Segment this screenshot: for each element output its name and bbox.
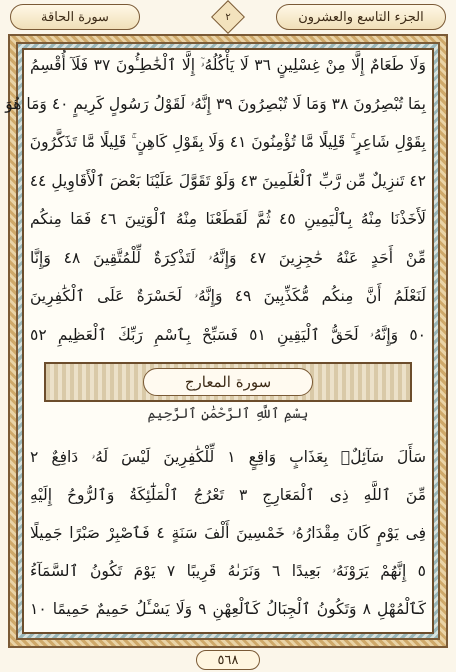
verse-line-1: وَلَا طَعَامٌ إِلَّا مِنْ غِسْلِينٍ ٣٦ لَا يَأْكُلُهُۥٓ إِلَّا ٱلْخَٰطِـُٔونَ ٣٧ فَلَآ أُقْسِمُ <box>30 56 426 74</box>
verse-line-8: ٥٠ وَإِنَّهُۥ لَحَقُّ ٱلْيَقِينِ ٥١ فَسَبِّحْ بِٱسْمِ رَبِّكَ ٱلْعَظِيمِ ٥٢ <box>30 326 427 344</box>
header-marker-text: ٢ <box>225 11 231 23</box>
verse-line-5: لَأَخَذْنَا مِنْهُ بِٱلْيَمِينِ ٤٥ ثُمَّ لَقَطَعْنَا مِنْهُ ٱلْوَتِينَ ٤٦ فَمَا مِنكُم <box>30 210 426 228</box>
basmala: بِسْمِ ٱللَّهِ ٱلرَّحْمَٰنِ ٱلرَّحِيمِ <box>147 406 309 422</box>
juz-header: الجزء التاسع والعشرون <box>276 4 446 30</box>
verse-line-3: بِقَوْلِ شَاعِرٍ ۚ قَلِيلًا مَّا تُؤْمِنُونَ ٤١ وَلَا بِقَوْلِ كَاهِنٍ ۚ قَلِيلًا مَّا تَذَكَّرُونَ <box>29 133 426 151</box>
verse-line-13: كَٱلْمُهْلِ ٨ وَتَكُونُ ٱلْجِبَالُ كَٱلْعِهْنِ ٩ وَلَا يَسْـَٔلُ حَمِيمٌ حَمِيمًا ١٠ <box>30 600 426 618</box>
surah-header: سورة الحاقة <box>10 4 140 30</box>
verse-line-4: ٤٢ تَنزِيلٌ مِّن رَّبِّ ٱلْعَٰلَمِينَ ٤٣ وَلَوْ تَقَوَّلَ عَلَيْنَا بَعْضَ ٱلْأَقَاوِيلِ ٤٤ <box>29 172 426 190</box>
surah-title: سورة المعارج <box>143 368 313 396</box>
page-number: ٥٦٨ <box>196 650 260 670</box>
verse-line-7: لَنَعْلَمُ أَنَّ مِنكُم مُّكَذِّبِينَ ٤٩ وَإِنَّهُۥ لَحَسْرَةٌ عَلَى ٱلْكَٰفِرِينَ <box>30 287 426 305</box>
surah-title-banner <box>44 362 412 402</box>
header-marker <box>210 4 246 30</box>
verse-line-11: فِى يَوْمٍ كَانَ مِقْدَارُهُۥ خَمْسِينَ أَلْفَ سَنَةٍ ٤ فَٱصْبِرْ صَبْرًا جَمِيلًا <box>30 524 426 542</box>
verse-line-10: مِّنَ ٱللَّهِ ذِى ٱلْمَعَارِجِ ٣ تَعْرُجُ ٱلْمَلَٰٓئِكَةُ وَٱلرُّوحُ إِلَيْهِ <box>30 486 426 504</box>
verse-line-12: ٥ إِنَّهُمْ يَرَوْنَهُۥ بَعِيدًا ٦ وَنَرَىٰهُ قَرِيبًا ٧ يَوْمَ تَكُونُ ٱلسَّمَآءُ <box>30 562 426 580</box>
verse-line-9: سَأَلَ سَآئِلٌۢ بِعَذَابٍ وَاقِعٍ ١ لِّلْكَٰفِرِينَ لَيْسَ لَهُۥ دَافِعٌ ٢ <box>30 448 426 466</box>
verse-line-6: مِّنْ أَحَدٍ عَنْهُ حَٰجِزِينَ ٤٧ وَإِنَّهُۥ لَتَذْكِرَةٌ لِّلْمُتَّقِينَ ٤٨ وَإِنَّا <box>30 249 426 267</box>
verse-line-2: بِمَا تُبْصِرُونَ ٣٨ وَمَا لَا تُبْصِرُونَ ٣٩ إِنَّهُۥ لَقَوْلُ رَسُولٍ كَرِيمٍ ٤٠ وَمَا هُوَ <box>5 95 426 113</box>
